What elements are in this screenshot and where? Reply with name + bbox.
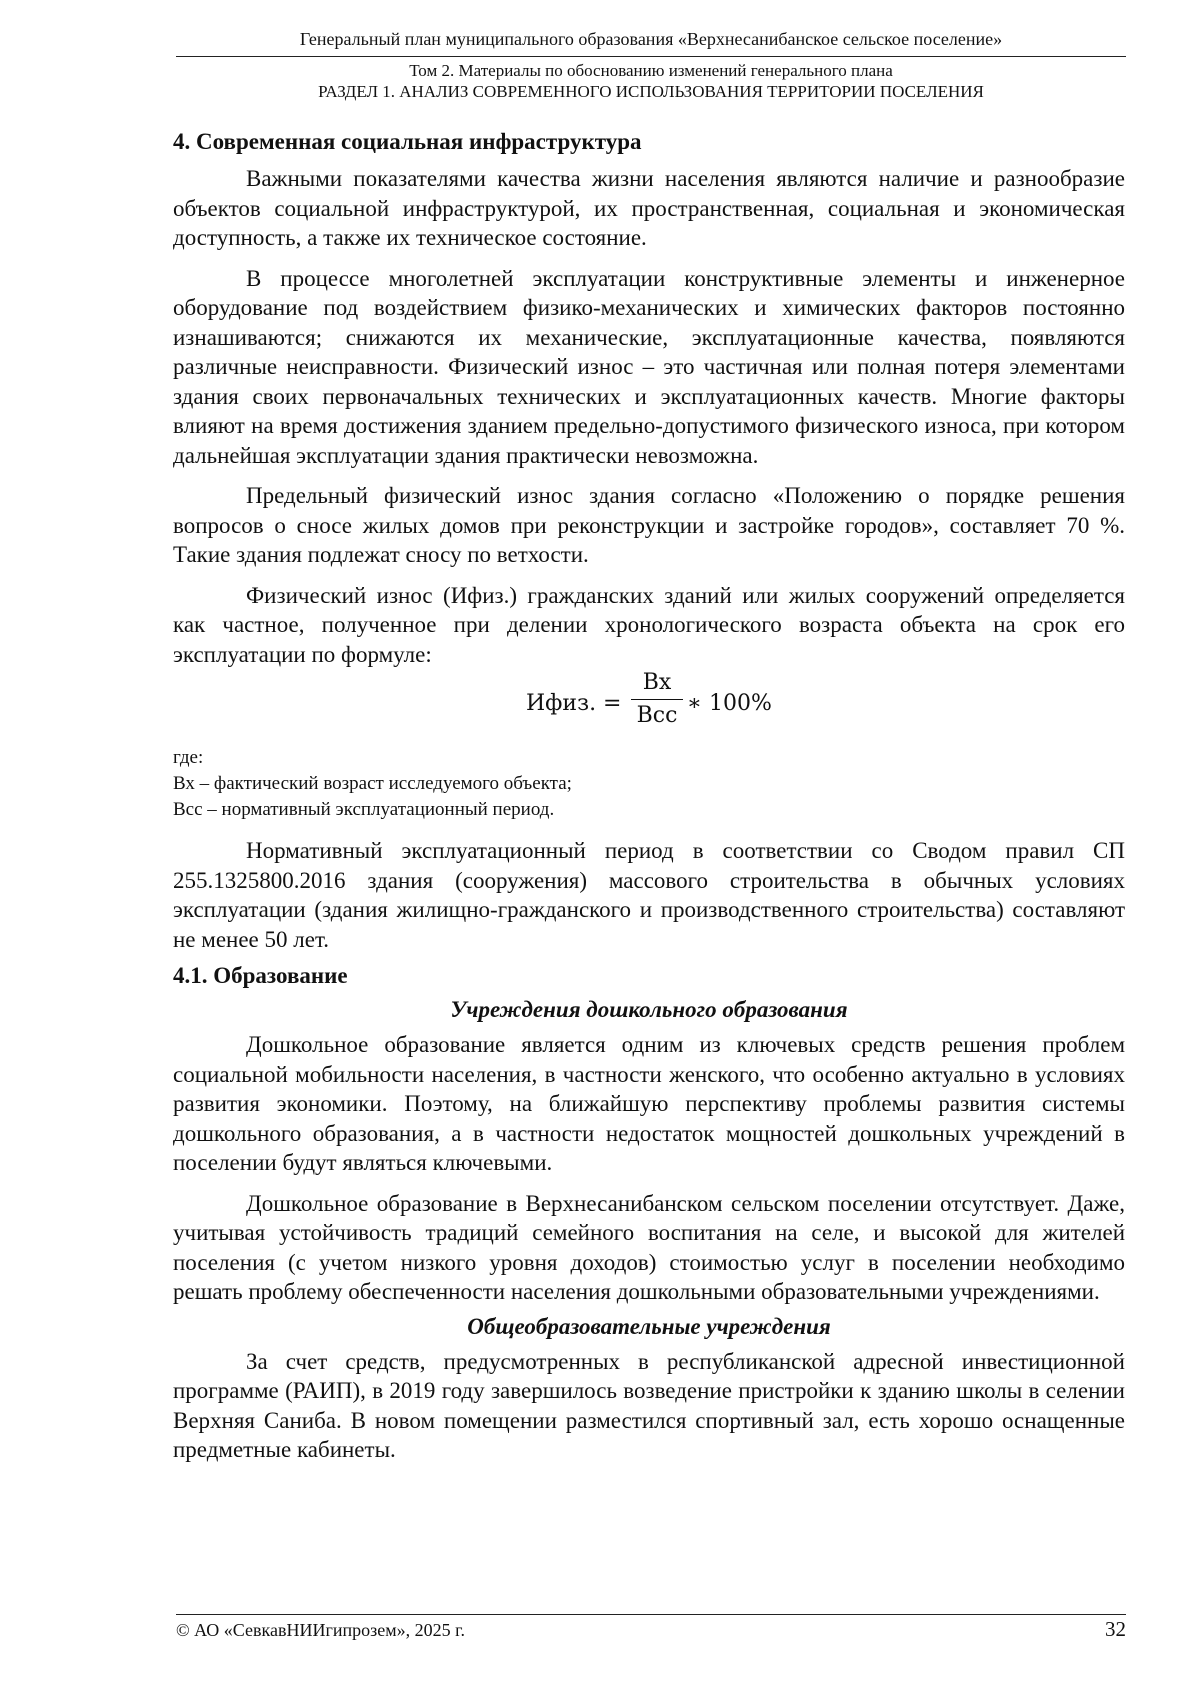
paragraph: Физический износ (Ифиз.) гражданских зданий или жилых сооружений определяется как частное, полученное при делении хронологического возраста объекта на срок его эксплуатации по формуле: <box>173 582 1125 667</box>
wear-formula <box>173 669 1125 745</box>
paragraph: Предельный физический износ здания согласно «Положению о порядке решения вопросов о сносе жилых домов при реконструкции и застройке городов», составляет 70 %. Такие здания подлежат сносу по ветхости. <box>173 483 1125 567</box>
formula-rhs: ∗ 100% <box>687 691 772 716</box>
header-title: Генеральный план муниципального образования «Верхнесанибанское сельское поселение» <box>299 29 1003 49</box>
paragraph: За счет средств, предусмотренных в республиканской адресной инвестиционной программе (РАИП), в 2019 году завершилось возведение пристройки к зданию школы в селении Верхняя Саниба. В новом помещении разместился спортивный зал, есть хорошо оснащенные предметные кабинеты. <box>173 1348 1125 1462</box>
section-4-title: 4. Современная социальная инфраструктура <box>173 129 642 154</box>
paragraph: Нормативный эксплуатационный период в соответствии со Сводом правил СП 255.1325800.2016 здания (сооружения) массового строительства в обычных условиях эксплуатации (здания жилищно-гражданского и производственного строительства) составляют не менее 50 лет. <box>173 838 1125 952</box>
section-4-1-title: 4.1. Образование <box>173 963 348 988</box>
header-section: РАЗДЕЛ 1. АНАЛИЗ СОВРЕМЕННОГО ИСПОЛЬЗОВАНИЯ ТЕРРИТОРИИ ПОСЕЛЕНИЯ <box>318 82 984 101</box>
paragraph: Дошкольное образование является одним из ключевых средств решения проблем социальной мобильности населения, в частности женского, что особенно актуально в условиях развития экономики. Поэтому, на ближайшую перспективу проблемы развития системы дошкольного образования, а в частности недостаток мощностей дошкольных учреждений в поселении будут являться ключевыми. <box>173 1032 1125 1175</box>
footer-organization: © АО «СевкавНИИгипрозем», 2025 г. <box>176 1620 465 1640</box>
footer-rule <box>176 1614 1126 1615</box>
formula-denominator: Всс <box>636 703 678 728</box>
subheading-general-education: Общеобразовательные учреждения <box>467 1313 831 1339</box>
subheading-preschool: Учреждения дошкольного образования <box>450 997 848 1022</box>
fraction-bar <box>631 699 683 700</box>
page-number: 32 <box>1105 1617 1126 1641</box>
header-rule <box>176 56 1126 57</box>
formula-lhs: Ифиз. = <box>526 691 622 716</box>
formula-numerator: Вх <box>642 670 672 695</box>
paragraph: Важными показателями качества жизни населения являются наличие и разнообразие объектов социальной инфраструктурой, их пространственная, социальная и экономическая доступность, а также их техническое состояние. <box>173 166 1125 250</box>
paragraph: Дошкольное образование в Верхнесанибанском сельском поселении отсутствует. Даже, учитывая устойчивость традиций семейного воспитания на селе, и высокой для жителей поселения (с учетом низкого уровня доходов) стоимостью услуг в поселении необходимо решать проблему обеспеченности населения дошкольными образовательными учреждениями. <box>173 1190 1125 1304</box>
definition-bx: Вх – фактический возраст исследуемого объекта; <box>173 773 572 794</box>
definition-bss: Всс – нормативный эксплуатационный период. <box>173 799 555 820</box>
where-label: где: <box>173 747 204 768</box>
paragraph: В процессе многолетней эксплуатации конструктивные элементы и инженерное оборудование под воздействием физико-механических и химических факторов постоянно изнашиваются; снижаются их механические, эксплуатационные качества, появляются различные неисправности. Физический износ – это частичная или полная потеря элементами здания своих первоначальных технических и эксплуатационных качеств. Многие факторы влияют на время достижения зданием предельно-допустимого физического износа, при котором дальнейшая эксплуатации здания практически невозможна. <box>173 265 1125 468</box>
formula-fraction <box>631 669 683 730</box>
header-volume: Том 2. Материалы по обоснованию изменений генерального плана <box>409 61 893 80</box>
page-content <box>173 126 1125 1465</box>
